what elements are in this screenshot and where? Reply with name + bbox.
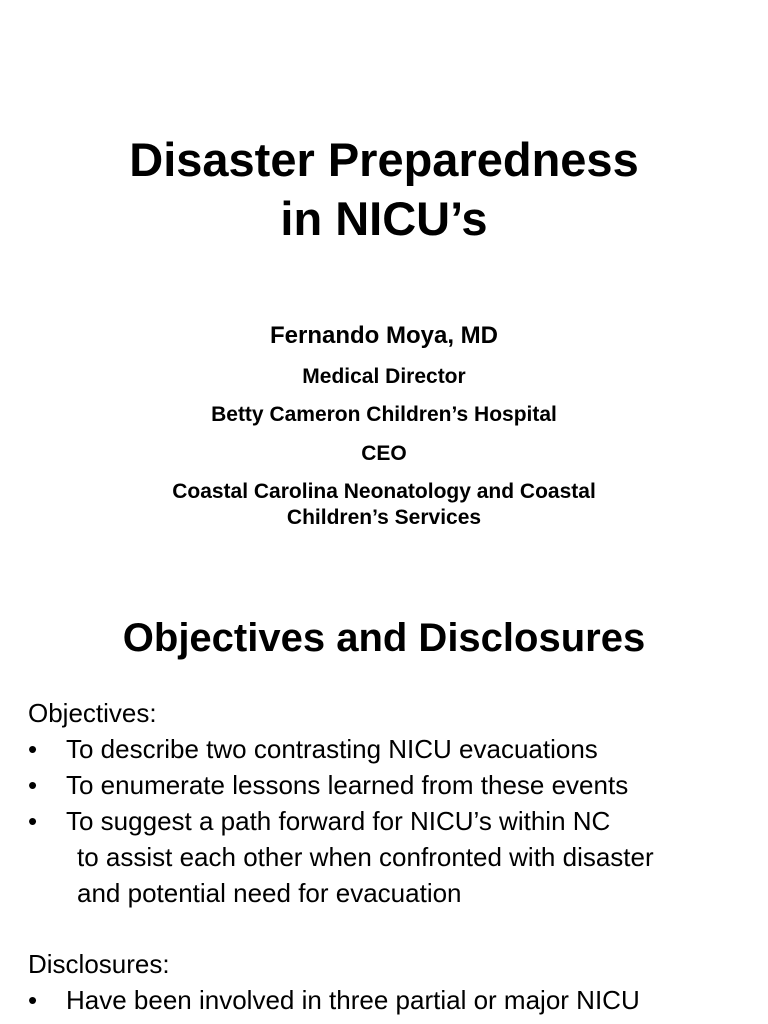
affiliation-line: CEO — [361, 442, 407, 465]
bullet-icon: • — [28, 734, 38, 764]
list-item-text: to assist each other when confronted with disaster — [77, 842, 654, 872]
affiliation-organization — [0, 402, 768, 428]
list-item-text: Have been involved in three partial or major NICU — [66, 985, 640, 1015]
list-item-text: and potential need for evacuation — [77, 878, 462, 908]
list-item — [28, 803, 758, 911]
objectives-slide — [0, 575, 768, 1024]
disclosures-heading: Disclosures: — [28, 949, 170, 979]
bullet-icon: • — [28, 806, 38, 836]
list-item-text: To describe two contrasting NICU evacuations — [66, 734, 598, 764]
list-item-text: To suggest a path forward for NICU’s within NC — [66, 806, 611, 836]
affiliation-role — [0, 441, 768, 467]
affiliation-line: Medical Director — [302, 365, 466, 388]
disclosures-list — [28, 982, 758, 1018]
list-item — [28, 982, 758, 1018]
affiliation-role — [0, 364, 768, 390]
bullet-icon: • — [28, 985, 38, 1015]
affiliation-line: Coastal Carolina Neonatology and Coastal — [172, 480, 596, 503]
affiliation-organization — [0, 479, 768, 531]
bullet-icon: • — [28, 770, 38, 800]
presentation-title — [0, 130, 768, 248]
title-line: Disaster Preparedness — [129, 133, 639, 186]
affiliation-line: Betty Cameron Children’s Hospital — [211, 403, 557, 426]
list-item — [28, 767, 758, 803]
objectives-list — [28, 731, 758, 911]
presenter-name: Fernando Moya, MD — [269, 322, 498, 349]
affiliation-line: Children’s Services — [286, 506, 482, 529]
list-item-text: To enumerate lessons learned from these events — [66, 770, 629, 800]
list-item — [28, 731, 758, 767]
slide-title: Objectives and Disclosures — [122, 616, 646, 660]
objectives-heading: Objectives: — [28, 698, 157, 728]
title-line: in NICU’s — [280, 192, 488, 245]
